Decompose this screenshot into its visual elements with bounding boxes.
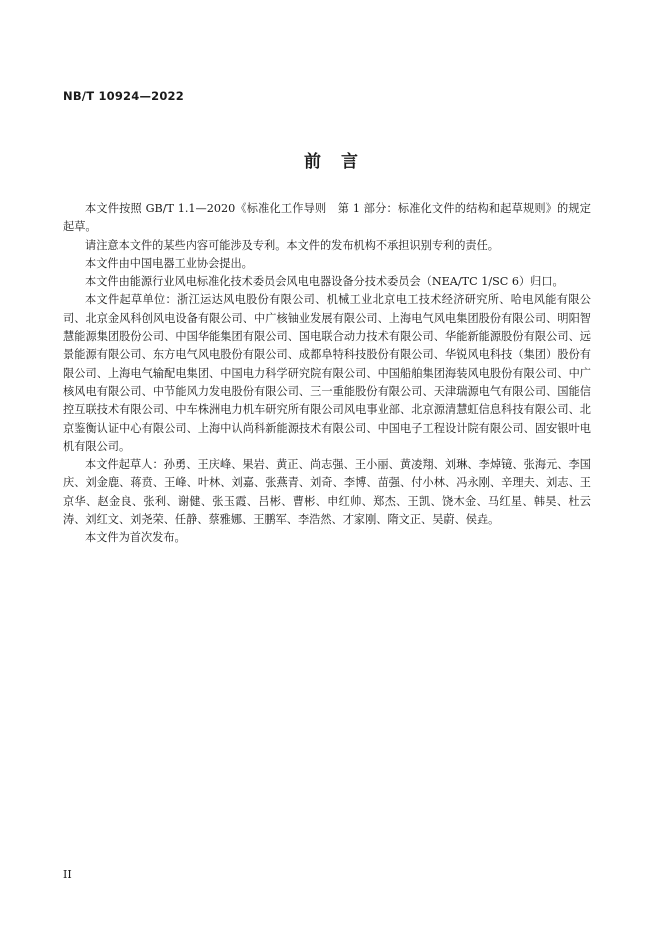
paragraph-drafters: 本文件起草人：孙勇、王庆峰、果岩、黄正、尚志强、王小丽、黄凌翔、刘琳、李焯镜、张海元、李国庆、刘金鹿、蒋贲、王峰、叶林、刘嘉、张燕青、刘奇、李博、苗强、付小林、冯永刚、辛理夫、刘志、王京华、赵金良、张利、谢健、张玉霞、吕彬、曹彬、申红帅、郑杰、王凯、饶木金、马红星、韩昊、杜云涛、刘红文、刘尧荣、任静、蔡雅娜、王鹏军、李浩然、才家刚、隋文正、吴蔚、侯垚。	[63, 458, 591, 527]
page-title: 前言	[304, 152, 378, 172]
paragraph-drafting-units: 本文件起草单位：浙江运达风电股份有限公司、机械工业北京电工技术经济研究所、哈电风能有限公司、北京金风科创风电设备有限公司、中广核铀业发展有限公司、上海电气风电集团股份有限公司、明阳智慧能源集团股份公司、中国华能集团有限公司、国电联合动力技术有限公司、华能新能源股份有限公司、远景能源有限公司、东方电气风电股份有限公司、成都阜特科技股份有限公司、华锐风电科技（集团）股份有限公司、上海电气输配电集团、中国电力科学研究院有限公司、中国船舶集团海装风电股份有限公司、中广核风电有限公司、中节能风力发电股份有限公司、三一重能股份有限公司、天津瑞源电气有限公司、国能信控互联技术有限公司、中车株洲电力机车研究所有限公司风电事业部、北京源清慧虹信息科技有限公司、北京鉴衡认证中心有限公司、上海中认尚科新能源技术有限公司、中国电子工程设计院有限公司、固安银叶电机有限公司。	[63, 293, 591, 453]
standard-code: NB/T 10924—2022	[63, 89, 184, 103]
paragraph-patent-notice: 请注意本文件的某些内容可能涉及专利。本文件的发布机构不承担识别专利的责任。	[85, 238, 499, 252]
paragraph-first-release: 本文件为首次发布。	[85, 531, 186, 545]
page-number: II	[63, 868, 72, 881]
paragraph-committee: 本文件由能源行业风电标准化技术委员会风电电器设备分技术委员会（NEA/TC 1/SC 6）归口。	[85, 275, 564, 289]
paragraph-drafting-rules: 本文件按照 GB/T 1.1—2020《标准化工作导则 第 1 部分：标准化文件的结构和起草规则》的规定起草。	[63, 202, 591, 234]
document-body	[63, 200, 591, 548]
paragraph-proposer: 本文件由中国电器工业协会提出。	[85, 256, 253, 270]
